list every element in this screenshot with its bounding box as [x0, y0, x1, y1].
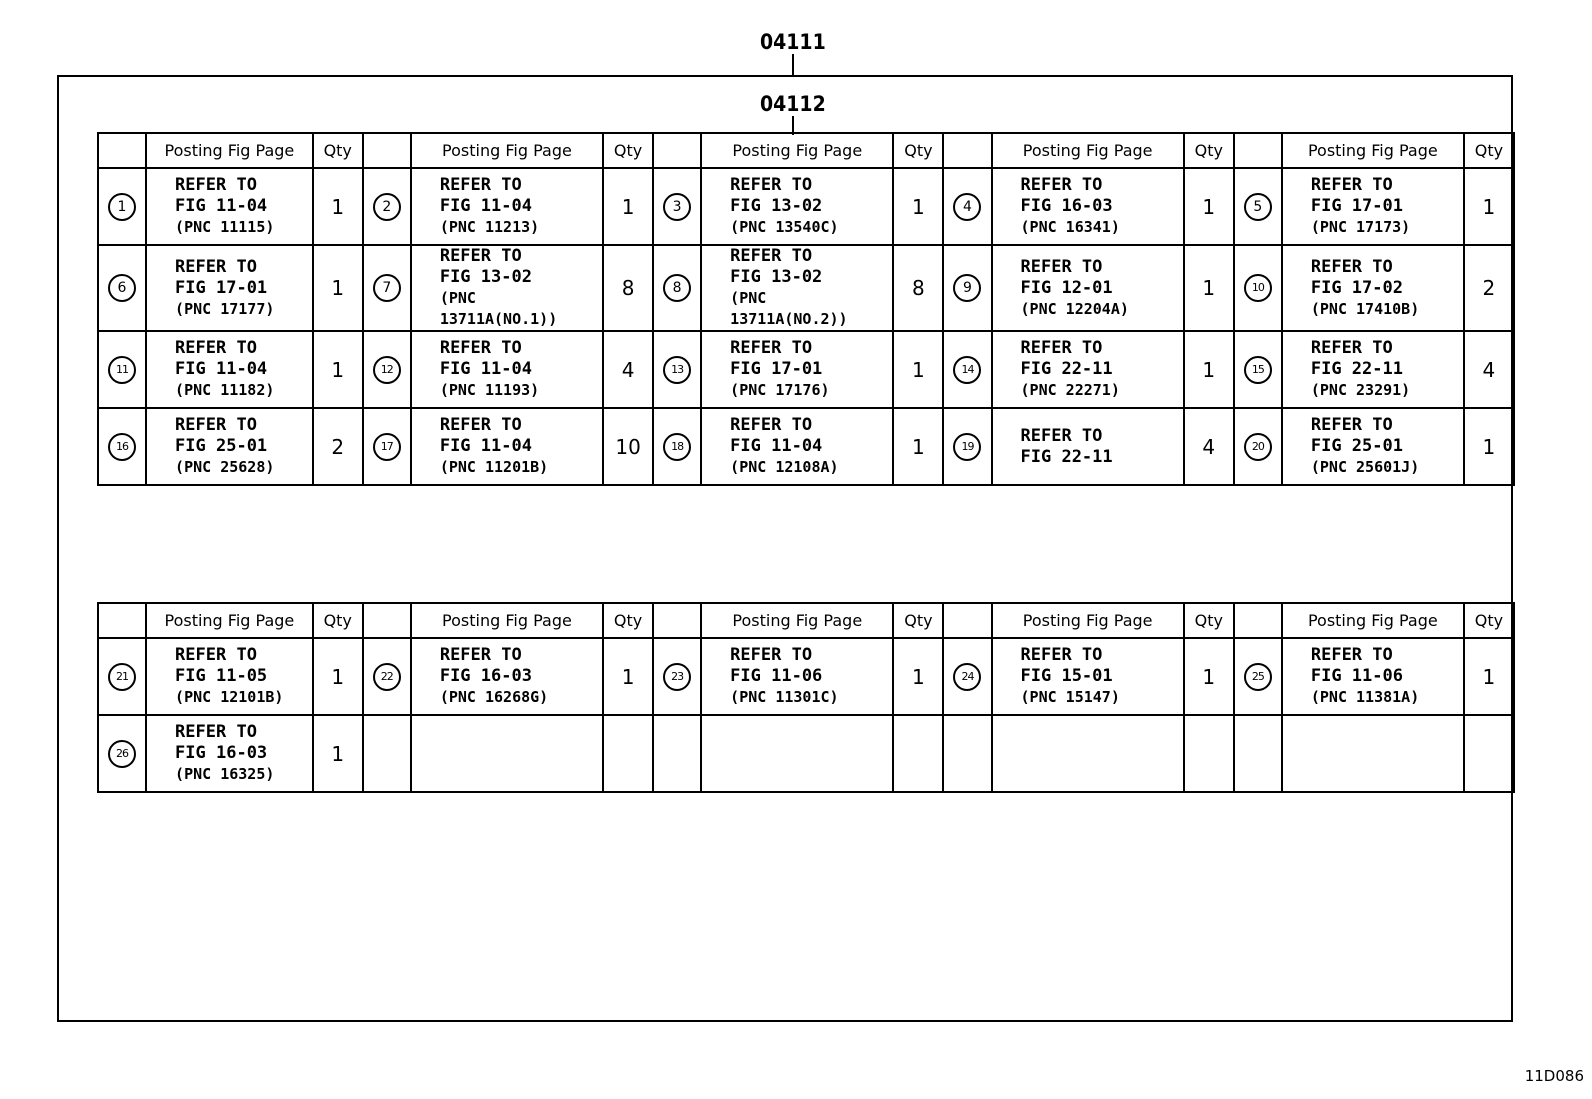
callout-number: 22: [373, 663, 401, 691]
fig-page: FIG 22-11: [1020, 446, 1113, 467]
callout-number: 11: [108, 356, 136, 384]
qty-cell: 1: [313, 715, 363, 792]
reference-cell: [701, 331, 893, 408]
fig-page: FIG 17-01: [730, 359, 823, 379]
reference-cell: [701, 245, 893, 331]
callout-number: 18: [663, 433, 691, 461]
refer-to-label: REFER TO: [1020, 256, 1103, 277]
pnc-code: (PNC 16268G): [439, 688, 549, 706]
fig-page: FIG 22-11: [1020, 359, 1113, 379]
reference-cell: [1282, 408, 1464, 485]
header-blank: [1234, 133, 1282, 168]
refer-to-label: REFER TO: [439, 415, 522, 435]
table-header-row: [98, 603, 1514, 638]
leader-line-outer: [792, 54, 794, 76]
refer-to-label: REFER TO: [1020, 175, 1103, 195]
fig-page: FIG 11-04: [439, 436, 532, 456]
refer-to-label: REFER TO: [730, 645, 813, 665]
pnc-code: (PNC 17177): [175, 299, 275, 318]
pnc-code: (PNC 23291): [1310, 381, 1411, 399]
fig-page: FIG 22-11: [1310, 359, 1403, 379]
callout-cell: [653, 331, 701, 408]
qty-cell: 1: [893, 408, 943, 485]
refer-to-label: REFER TO: [439, 338, 522, 358]
refer-to-label: REFER TO: [1310, 175, 1393, 195]
header-qty: Qty: [893, 133, 943, 168]
pnc-code: (PNC 25601J): [1310, 458, 1420, 476]
fig-page: FIG 11-06: [1310, 666, 1403, 686]
qty-cell: 1: [1464, 638, 1514, 715]
qty-cell: [1184, 715, 1234, 792]
header-posting-fig-page: Posting Fig Page: [701, 603, 893, 638]
reference-cell: [146, 638, 313, 715]
header-qty: Qty: [1464, 133, 1514, 168]
fig-page: FIG 16-03: [1020, 196, 1113, 216]
callout-cell: [1234, 715, 1282, 792]
qty-cell: 1: [313, 245, 363, 331]
fig-page: FIG 15-01: [1020, 666, 1113, 686]
assembly-code-outer: 04111: [760, 30, 826, 54]
callout-number: 26: [108, 740, 136, 768]
qty-cell: 1: [1184, 245, 1234, 331]
header-posting-fig-page: Posting Fig Page: [411, 133, 603, 168]
pnc-code: (PNC 16325): [175, 765, 275, 783]
reference-cell: [1282, 715, 1464, 792]
header-qty: Qty: [313, 603, 363, 638]
refer-to-label: REFER TO: [175, 645, 257, 665]
callout-number: 13: [663, 356, 691, 384]
header-posting-fig-page: Posting Fig Page: [411, 603, 603, 638]
callout-number: 17: [373, 433, 401, 461]
pnc-code: (PNC 11182): [175, 381, 275, 399]
fig-page: FIG 11-04: [175, 196, 268, 216]
pnc-code: (PNC 11201B): [439, 458, 549, 476]
qty-cell: [1464, 715, 1514, 792]
reference-cell: [992, 245, 1184, 331]
callout-cell: [943, 331, 991, 408]
callout-number: 6: [108, 274, 136, 302]
pnc-code: (PNC 11381A): [1310, 688, 1420, 706]
table-row: [98, 245, 1514, 331]
reference-cell: [146, 408, 313, 485]
refer-to-label: REFER TO: [1020, 338, 1103, 358]
header-qty: Qty: [603, 603, 653, 638]
refer-to-label: REFER TO: [1020, 425, 1103, 446]
fig-page: FIG 11-04: [439, 359, 532, 379]
callout-number: 3: [663, 193, 691, 221]
callout-number: 21: [108, 663, 136, 691]
pnc-code: (PNC 11301C): [730, 688, 839, 706]
reference-cell: [411, 168, 603, 245]
qty-cell: 1: [893, 331, 943, 408]
reference-cell: [146, 715, 313, 792]
table-row: [98, 638, 1514, 715]
reference-cell: [701, 168, 893, 245]
fig-page: FIG 11-04: [439, 196, 532, 216]
header-qty: Qty: [1184, 603, 1234, 638]
callout-cell: [363, 638, 411, 715]
callout-number: 23: [663, 663, 691, 691]
reference-cell: [411, 638, 603, 715]
callout-cell: [653, 168, 701, 245]
pnc-code: (PNC 13711A(NO.1)): [439, 289, 558, 328]
pnc-code: (PNC 25628): [175, 458, 275, 476]
fig-page: FIG 11-06: [730, 666, 823, 686]
callout-cell: [1234, 408, 1282, 485]
fig-page: FIG 13-02: [439, 267, 532, 287]
fig-page: FIG 16-03: [439, 666, 532, 686]
assembly-code-inner: 04112: [760, 92, 826, 116]
callout-cell: [653, 715, 701, 792]
refer-to-label: REFER TO: [1310, 645, 1393, 665]
callout-number: 15: [1244, 356, 1272, 384]
callout-cell: [363, 168, 411, 245]
refer-to-label: REFER TO: [175, 256, 257, 277]
header-qty: Qty: [1464, 603, 1514, 638]
header-qty: Qty: [1184, 133, 1234, 168]
callout-number: 14: [953, 356, 981, 384]
refer-to-label: REFER TO: [439, 246, 522, 266]
header-blank: [363, 603, 411, 638]
callout-cell: [98, 245, 146, 331]
qty-cell: 8: [603, 245, 653, 331]
reference-cell: [992, 638, 1184, 715]
refer-to-label: REFER TO: [730, 338, 813, 358]
reference-cell: [992, 331, 1184, 408]
callout-cell: [943, 715, 991, 792]
callout-cell: [943, 638, 991, 715]
callout-cell: [943, 245, 991, 331]
qty-cell: 1: [313, 331, 363, 408]
callout-cell: [98, 331, 146, 408]
callout-number: 8: [663, 274, 691, 302]
fig-page: FIG 11-05: [175, 666, 268, 686]
refer-to-label: REFER TO: [175, 338, 257, 358]
table-header-row: [98, 133, 1514, 168]
qty-cell: [893, 715, 943, 792]
callout-number: 16: [108, 433, 136, 461]
reference-cell: [1282, 331, 1464, 408]
reference-table-upper: [97, 132, 1515, 486]
pnc-code: (PNC 11213): [439, 218, 540, 236]
pnc-code: (PNC 12204A): [1020, 299, 1129, 318]
callout-cell: [98, 168, 146, 245]
qty-cell: 4: [1464, 331, 1514, 408]
callout-cell: [1234, 168, 1282, 245]
fig-page: FIG 11-04: [175, 359, 268, 379]
refer-to-label: REFER TO: [730, 415, 813, 435]
reference-cell: [701, 715, 893, 792]
callout-number: 9: [953, 274, 981, 302]
header-qty: Qty: [893, 603, 943, 638]
refer-to-label: REFER TO: [439, 645, 522, 665]
fig-page: FIG 25-01: [175, 436, 268, 456]
header-blank: [1234, 603, 1282, 638]
qty-cell: 8: [893, 245, 943, 331]
fig-page: FIG 16-03: [175, 743, 268, 763]
pnc-code: (PNC 11115): [175, 218, 275, 236]
callout-cell: [363, 715, 411, 792]
refer-to-label: REFER TO: [730, 246, 813, 266]
fig-page: FIG 13-02: [730, 267, 823, 287]
qty-cell: 1: [1184, 331, 1234, 408]
refer-to-label: REFER TO: [730, 175, 813, 195]
fig-page: FIG 17-01: [175, 277, 268, 298]
pnc-code: (PNC 12108A): [730, 458, 839, 476]
callout-cell: [653, 638, 701, 715]
header-blank: [653, 603, 701, 638]
header-qty: Qty: [313, 133, 363, 168]
header-posting-fig-page: Posting Fig Page: [701, 133, 893, 168]
qty-cell: 1: [1464, 168, 1514, 245]
pnc-code: (PNC 13711A(NO.2)): [730, 289, 848, 328]
fig-page: FIG 17-02: [1310, 277, 1403, 298]
pnc-code: (PNC 13540C): [730, 218, 839, 236]
reference-cell: [411, 245, 603, 331]
fig-page: FIG 13-02: [730, 196, 823, 216]
qty-cell: 1: [1184, 168, 1234, 245]
header-blank: [98, 603, 146, 638]
callout-cell: [653, 245, 701, 331]
qty-cell: 10: [603, 408, 653, 485]
reference-cell: [146, 245, 313, 331]
qty-cell: 1: [313, 638, 363, 715]
callout-number: 25: [1244, 663, 1272, 691]
header-blank: [653, 133, 701, 168]
header-blank: [943, 603, 991, 638]
header-blank: [363, 133, 411, 168]
refer-to-label: REFER TO: [439, 175, 522, 195]
fig-page: FIG 12-01: [1020, 277, 1113, 298]
header-blank: [98, 133, 146, 168]
callout-number: 4: [953, 193, 981, 221]
fig-page: FIG 11-04: [730, 436, 823, 456]
refer-to-label: REFER TO: [175, 415, 257, 435]
callout-number: 12: [373, 356, 401, 384]
fig-page: FIG 17-01: [1310, 196, 1403, 216]
callout-cell: [98, 408, 146, 485]
reference-cell: [1282, 638, 1464, 715]
pnc-code: (PNC 12101B): [175, 688, 284, 706]
figure-id: 11D086: [1524, 1067, 1584, 1085]
qty-cell: 4: [1184, 408, 1234, 485]
reference-cell: [411, 331, 603, 408]
qty-cell: 2: [313, 408, 363, 485]
callout-cell: [363, 245, 411, 331]
table-row: [98, 408, 1514, 485]
reference-cell: [1282, 168, 1464, 245]
callout-cell: [363, 408, 411, 485]
header-posting-fig-page: Posting Fig Page: [1282, 133, 1464, 168]
refer-to-label: REFER TO: [175, 722, 257, 742]
header-posting-fig-page: Posting Fig Page: [146, 603, 313, 638]
callout-cell: [1234, 245, 1282, 331]
qty-cell: 1: [893, 168, 943, 245]
fig-page: FIG 25-01: [1310, 436, 1403, 456]
header-posting-fig-page: Posting Fig Page: [992, 603, 1184, 638]
reference-cell: [701, 408, 893, 485]
reference-cell: [146, 168, 313, 245]
callout-number: 19: [953, 433, 981, 461]
qty-cell: 2: [1464, 245, 1514, 331]
callout-number: 24: [953, 663, 981, 691]
reference-cell: [1282, 245, 1464, 331]
callout-cell: [1234, 331, 1282, 408]
reference-cell: [701, 638, 893, 715]
pnc-code: (PNC 15147): [1020, 688, 1120, 706]
pnc-code: (PNC 17410B): [1310, 299, 1420, 318]
callout-number: 10: [1244, 274, 1272, 302]
header-qty: Qty: [603, 133, 653, 168]
qty-cell: 4: [603, 331, 653, 408]
callout-cell: [653, 408, 701, 485]
reference-cell: [146, 331, 313, 408]
header-posting-fig-page: Posting Fig Page: [146, 133, 313, 168]
pnc-code: (PNC 16341): [1020, 218, 1120, 236]
pnc-code: (PNC 17173): [1310, 218, 1411, 236]
reference-cell: [992, 168, 1184, 245]
table-row: [98, 715, 1514, 792]
callout-number: 5: [1244, 193, 1272, 221]
qty-cell: 1: [313, 168, 363, 245]
callout-number: 1: [108, 193, 136, 221]
refer-to-label: REFER TO: [1310, 415, 1393, 435]
qty-cell: 1: [893, 638, 943, 715]
reference-cell: [992, 408, 1184, 485]
callout-cell: [943, 408, 991, 485]
refer-to-label: REFER TO: [1310, 338, 1393, 358]
reference-table-lower: [97, 602, 1515, 793]
qty-cell: 1: [603, 638, 653, 715]
pnc-code: (PNC 17176): [730, 381, 830, 399]
callout-cell: [943, 168, 991, 245]
callout-number: 2: [373, 193, 401, 221]
header-posting-fig-page: Posting Fig Page: [1282, 603, 1464, 638]
refer-to-label: REFER TO: [1020, 645, 1103, 665]
reference-cell: [992, 715, 1184, 792]
qty-cell: [603, 715, 653, 792]
qty-cell: 1: [1464, 408, 1514, 485]
pnc-code: (PNC 11193): [439, 381, 540, 399]
header-posting-fig-page: Posting Fig Page: [992, 133, 1184, 168]
header-blank: [943, 133, 991, 168]
table-row: [98, 168, 1514, 245]
refer-to-label: REFER TO: [1310, 256, 1393, 277]
callout-cell: [1234, 638, 1282, 715]
callout-number: 20: [1244, 433, 1272, 461]
refer-to-label: REFER TO: [175, 175, 257, 195]
reference-cell: [411, 715, 603, 792]
callout-cell: [98, 715, 146, 792]
callout-number: 7: [373, 274, 401, 302]
reference-cell: [411, 408, 603, 485]
qty-cell: 1: [1184, 638, 1234, 715]
pnc-code: (PNC 22271): [1020, 381, 1120, 399]
table-row: [98, 331, 1514, 408]
callout-cell: [363, 331, 411, 408]
qty-cell: 1: [603, 168, 653, 245]
callout-cell: [98, 638, 146, 715]
